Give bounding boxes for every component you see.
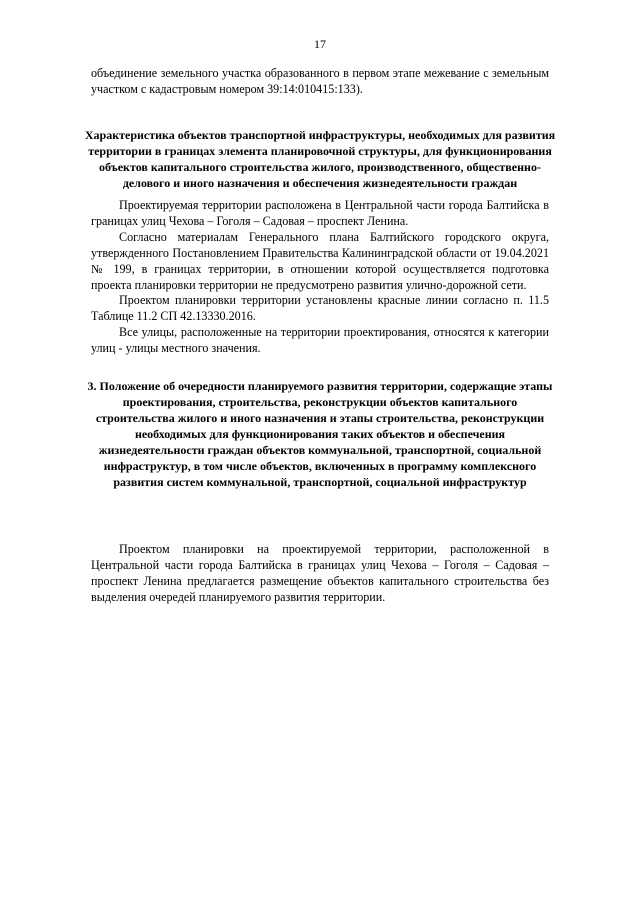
section-3-heading <box>82 378 558 490</box>
paragraph: Проектом планировки территории установлены красные линии согласно п. 11.5 Таблице 11.2 СП 42.13330.2016. <box>91 293 549 324</box>
transport-section-body <box>91 198 549 357</box>
paragraph: Проектом планировки на проектируемой территории, расположенной в Центральной части города Балтийска в границах улиц Чехова – Гоголя – Садовая – проспект Ленина предлагается размещение объектов капитального строительства без выделения очередей планируемого развития территории. <box>91 542 549 604</box>
section-3-body <box>91 542 549 606</box>
intro-paragraph: объединение земельного участка образованного в первом этапе межевание с земельным участком с кадастровым номером 39:14:010415:133). <box>91 66 549 96</box>
page-number: 17 <box>314 37 326 51</box>
paragraph: Согласно материалам Генерального плана Балтийского городского округа, утвержденного Постановлением Правительства Калининградской области от 19.04.2021 № 199, в границах территории, в отношении которой осуществляется подготовка проекта планировки территории не предусмотрено развития улично-дорожной сети. <box>91 229 549 292</box>
section-heading-text: 3. Положение об очередности планируемого развития территории, содержащие этапы проектирования, строительства, реконструкции объектов капитального строительства жилого и иного назначения и этапы строительства, реконструкции необходимых для функционирования таких объектов и обеспечения жизнедеятельности граждан объектов коммунальной, транспортной, социальной инфраструктур, в том числе объектов, включенных в программу комплексного развития систем коммунальной, транспортной, социальной инфраструктур <box>87 379 553 489</box>
intro-text <box>91 66 549 98</box>
paragraph: Все улицы, расположенные на территории проектирования, относятся к категории улиц - улицы местного значения. <box>91 325 549 356</box>
section-heading-text: Характеристика объектов транспортной инфраструктуры, необходимых для развития территории в границах элемента планировочной структуры, для функционирования объектов капитального строительства жилого, производственного, общественно-делового и иного назначения и обеспечения жизнедеятельности граждан <box>84 128 556 190</box>
transport-section-heading <box>82 127 558 191</box>
paragraph: Проектируемая территории расположена в Центральной части города Балтийска в границах улиц Чехова – Гоголя – Садовая – проспект Ленина. <box>91 198 549 228</box>
